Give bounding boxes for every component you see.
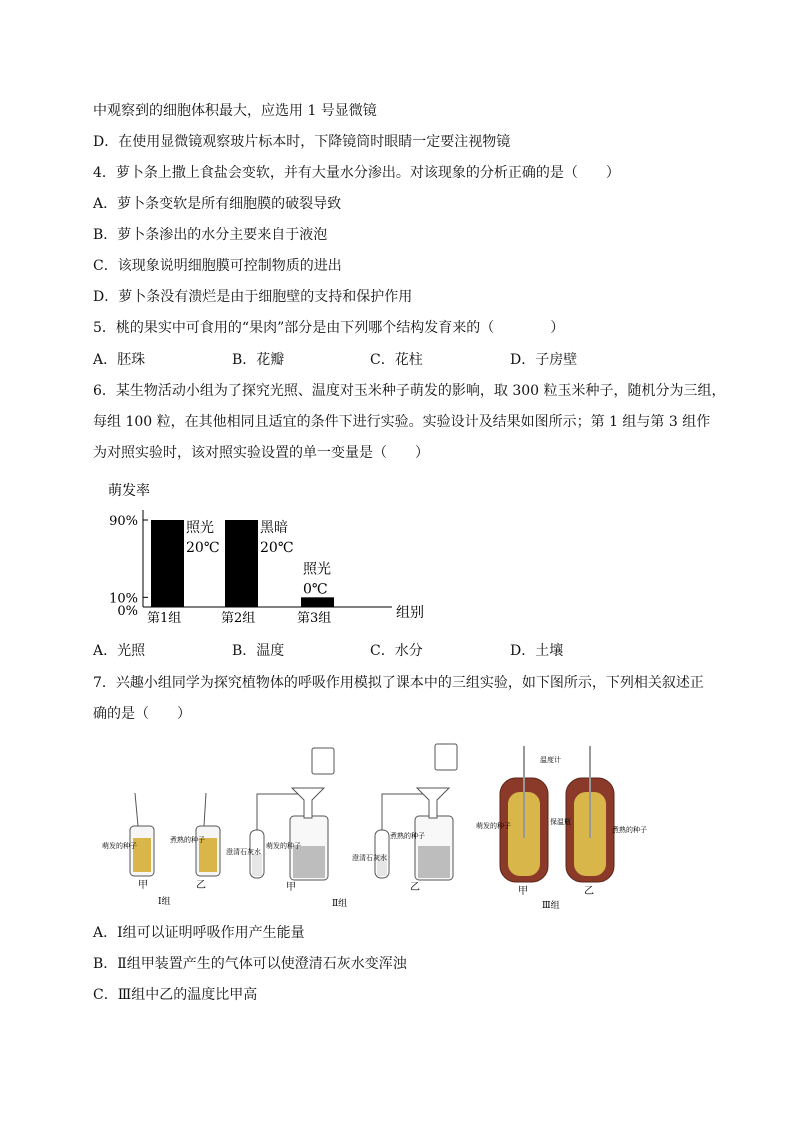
q7-option-a: A．Ⅰ组可以证明呼吸作用产生能量 (93, 925, 305, 941)
bar-temperature-label: 20℃ (186, 540, 220, 556)
q7-option-b: B．Ⅱ组甲装置产生的气体可以使澄清石灰水变浑浊 (93, 956, 407, 972)
g2-yi: 乙 (410, 882, 420, 893)
bar-temperature-label: 0℃ (303, 581, 328, 598)
option-d: D．萝卜条没有溃烂是由于细胞壁的支持和保护作用 (93, 289, 413, 305)
g2-label-seed2: 煮熟的种子 (390, 832, 425, 840)
q6-option-a: A．光照 (93, 643, 146, 659)
option-a: A．萝卜条变软是所有细胞膜的破裂导致 (93, 196, 342, 212)
g1-label-seed2: 煮熟的种子 (170, 836, 205, 844)
g3-title: Ⅲ组 (542, 901, 560, 911)
group-2-illustration (226, 744, 457, 909)
text-line: 中观察到的细胞体积最大，应选用 1 号显微镜 (93, 103, 377, 119)
question-6-cont: 每组 100 粒，在其他相同且适宜的条件下进行实验。实验设计及结果如图所示；第 1 组与第 3 组作 (93, 414, 711, 430)
option-b: B．萝卜条渗出的水分主要来自于液泡 (93, 227, 328, 243)
bar (151, 520, 184, 607)
group-1-illustration (102, 793, 220, 907)
g2-label-seed1: 萌发的种子 (266, 842, 301, 850)
option-c: C．该现象说明细胞膜可控制物质的进出 (93, 258, 342, 274)
bar-temperature-label: 20℃ (260, 540, 294, 556)
question-7: 7．兴趣小组同学为探究植物体的呼吸作用模拟了课本中的三组实验，如下图所示，下列相关叙述正 (93, 675, 704, 691)
g3-label-seed2: 煮熟的种子 (612, 826, 647, 834)
respiration-experiment-figure (100, 738, 647, 916)
g1-title: Ⅰ组 (158, 897, 171, 907)
q5-option-a: A．胚珠 (93, 352, 146, 368)
g3-jia: 甲 (518, 886, 528, 897)
bar (225, 520, 258, 607)
y-tick-label: 90% (109, 514, 138, 529)
question-7-cont: 确的是（ ） (93, 706, 191, 722)
x-category-label: 第3组 (297, 611, 332, 626)
q5-option-d: D．子房壁 (510, 352, 578, 368)
g2-label-lime1: 澄清石灰水 (226, 848, 261, 856)
question-6-cont: 为对照实验时，该对照实验设置的单一变量是（ ） (93, 445, 429, 461)
q5-option-b: B．花瓣 (232, 352, 285, 368)
y-axis-label: 萌发率 (108, 483, 150, 499)
g3-yi: 乙 (584, 886, 594, 897)
q6-option-c: C．水分 (370, 643, 423, 659)
y-tick-label: 0% (117, 604, 138, 619)
question-4: 4．萝卜条上撒上食盐会变软，并有大量水分渗出。对该现象的分析正确的是（ ） (93, 165, 620, 181)
question-6: 6．某生物活动小组为了探究光照、温度对玉米种子萌发的影响，取 300 粒玉米种子，随机分为三组， (93, 383, 726, 399)
g3-label-flask: 保温瓶 (550, 818, 571, 826)
x-category-label: 第2组 (221, 611, 256, 626)
germination-chart (90, 478, 430, 628)
q7-option-c: C．Ⅲ组中乙的温度比甲高 (93, 987, 258, 1003)
x-axis-label: 组别 (396, 605, 424, 621)
q5-option-c: C．花柱 (370, 352, 423, 368)
bar-condition-label: 照光 (303, 561, 331, 578)
question-5: 5．桃的果实中可食用的“果肉”部分是由下列哪个结构发育来的（ ） (93, 320, 565, 336)
g2-title: Ⅱ组 (332, 899, 348, 909)
q6-option-d: D．土壤 (510, 643, 564, 659)
group-3-illustration (476, 746, 647, 911)
g1-label-seed1: 萌发的种子 (102, 842, 137, 850)
bar (301, 597, 334, 607)
g2-label-lime2: 澄清石灰水 (352, 854, 387, 862)
g1-jia: 甲 (138, 880, 148, 891)
y-tick-label: 10% (109, 591, 138, 607)
x-category-label: 第1组 (147, 611, 182, 626)
g3-label-seed1: 萌发的种子 (476, 822, 511, 830)
g1-yi: 乙 (196, 880, 206, 891)
g2-jia: 甲 (286, 882, 296, 893)
bar-condition-label: 黑暗 (260, 520, 288, 536)
bar-condition-label: 照光 (186, 520, 214, 536)
option-d: D．在使用显微镜观察玻片标本时，下降镜筒时眼睛一定要注视物镜 (93, 134, 511, 150)
g3-label-thermo: 温度计 (540, 756, 561, 764)
q6-option-b: B．温度 (232, 643, 285, 659)
